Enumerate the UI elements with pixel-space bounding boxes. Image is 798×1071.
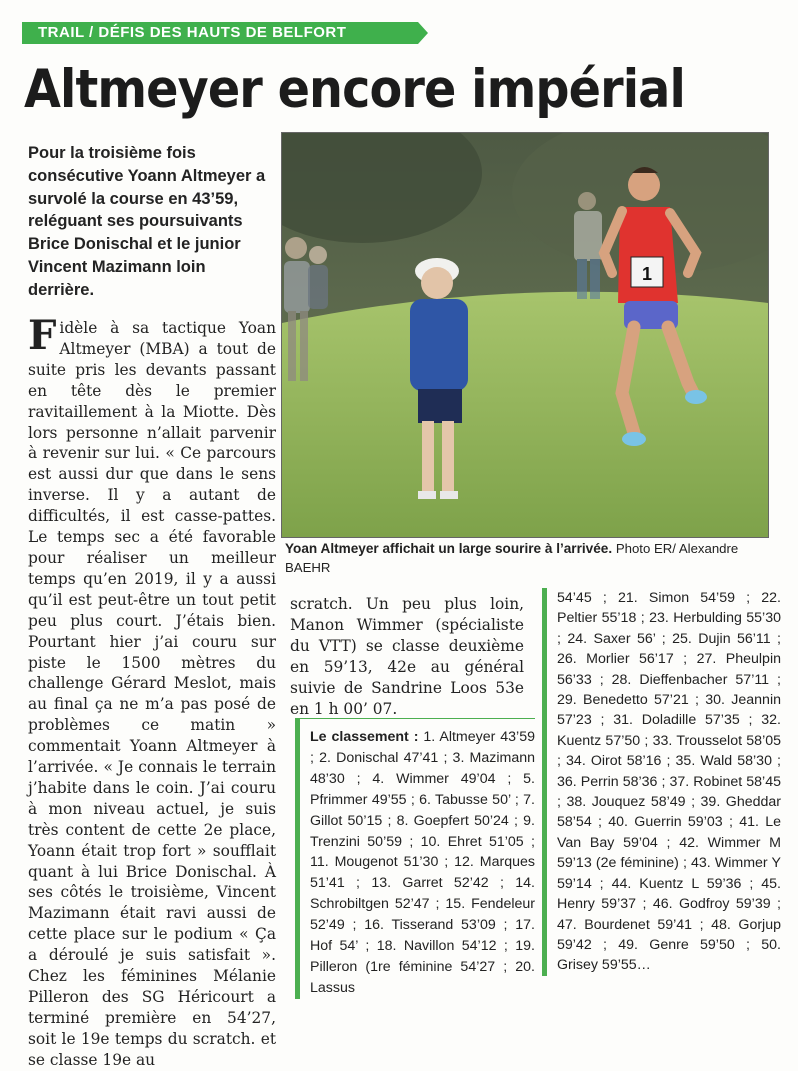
- photo-grass: [282, 292, 768, 537]
- article-body-column-2: scratch. Un peu plus loin, Manon Wimmer (spécialiste du VTT) se classe deuxième en 59’13, 42e au général suivie de Sandrine Loos 53e en 1 h 00’ 07.: [290, 595, 524, 718]
- body-text-col1: idèle à sa tactique Yoan Altmeyer (MBA) a tout de suite pris les devants passant en tête dès le premier ravitaillement à la Miotte. Dès lors personne n’allait parvenir à revenir sur lui. « Ce parcours est aussi dur que dans le sens inverse. Il y a autant de difficultés, il est casse-pattes. Le temps sec a été favorable pour réaliser un meilleur temps qu’en 2019, il y a aussi qu’il est peut-être un tout petit peu plus court. J’étais bien. Pourtant hier j’ai couru sur piste le 1500 mètres du challenge Gérard Meslot, mais au final ça ne m’a pas posé de problèmes ce matin » commentait Yoann Altmeyer à l’arrivée. « Je connais le terrain j’habite dans le coin. J’ai couru à mon niveau actuel, je suis très content de cette 2e place, Yoann était trop fort » soufflait quant à lui Brice Donischal. À ses côtés le troisième, Vincent Mazimann était ravi aussi de cette place sur le podium « Ça a déroulé je suis satisfait ». Chez les féminines Mélanie Pilleron des SG Héricourt a terminé première en 54’27, soit le 19e temps du scratch. et se classe 19e au: [28, 319, 276, 1069]
- results-label: Le classement :: [310, 729, 419, 745]
- drop-cap: F: [28, 312, 57, 359]
- article-headline: Altmeyer encore impérial: [24, 59, 685, 120]
- photo-illustration: [282, 133, 768, 537]
- race-photo: [281, 132, 769, 538]
- spectator-child-bg: [308, 246, 328, 309]
- article-lead: Pour la troisième fois consécutive Yoann Altmeyer a survolé la course en 43’59, reléguant ses poursuivants Brice Donischal et le junior Vincent Mazimann loin derrière.: [28, 144, 266, 299]
- bib-number: 1: [641, 264, 653, 284]
- results-list-part1: 1. Altmeyer 43’59 ; 2. Donischal 47’41 ; 3. Mazimann 48’30 ; 4. Wimmer 49’04 ; 5. Pfrimmer 49’55 ; 6. Tabusse 50’ ; 7. Gillot 50’15 ; 8. Goepfert 50’24 ; 9. Trenzini 50’59 ; 10. Ehret 51’05 ; 11. Mougenot 51’30 ; 12. Marques 51’41 ; 13. Garret 52’42 ; 14. Schrobiltgen 52’47 ; 15. Fendeleur 52’49 ; 16. Tisserand 53’09 ; 17. Hof 54’ ; 18. Navillon 54’12 ; 19. Pilleron (1re féminine 54’27 ; 20. Lassus: [310, 729, 535, 996]
- photo-caption: [285, 539, 765, 577]
- article-body-column-1: [28, 312, 276, 1071]
- photo-credit: Photo ER/ Alexandre BAEHR: [285, 541, 739, 575]
- results-box: [295, 718, 535, 999]
- caption-text: Yoan Altmeyer affichait un large sourire à l’arrivée.: [285, 541, 613, 556]
- results-box-continued: 54’45 ; 21. Simon 54’59 ; 22. Peltier 55’18 ; 23. Herbulding 55’30 ; 24. Saxer 56’ ; 25. Dujin 56’11 ; 26. Morlier 56’17 ; 27. Pheulpin 56’33 ; 28. Dieffenbacher 57’11 ; 29. Benedetto 57’21 ; 30. Jeannin 57’23 ; 31. Doladille 57’35 ; 32. Kuentz 57’50 ; 33. Trousselot 58’05 ; 34. Oirot 58’16 ; 35. Wald 58’30 ; 36. Perrin 58’36 ; 37. Robinet 58’45 ; 38. Jouquez 58’49 ; 39. Gheddar 58’54 ; 40. Guerrin 59’03 ; 41. Le Van Bay 59’04 ; 42. Wimmer M 59’13 (2e féminine) ; 43. Wimmer Y 59’14 ; 44. Kuentz L 59’36 ; 45. Henry 59’37 ; 46. Godfroy 59’39 ; 47. Bourdenet 59’41 ; 48. Gorjup 59’42 ; 49. Genre 59’50 ; 50. Grisey 59’55…: [542, 588, 781, 976]
- section-kicker: TRAIL / DÉFIS DES HAUTS DE BELFORT: [22, 22, 418, 44]
